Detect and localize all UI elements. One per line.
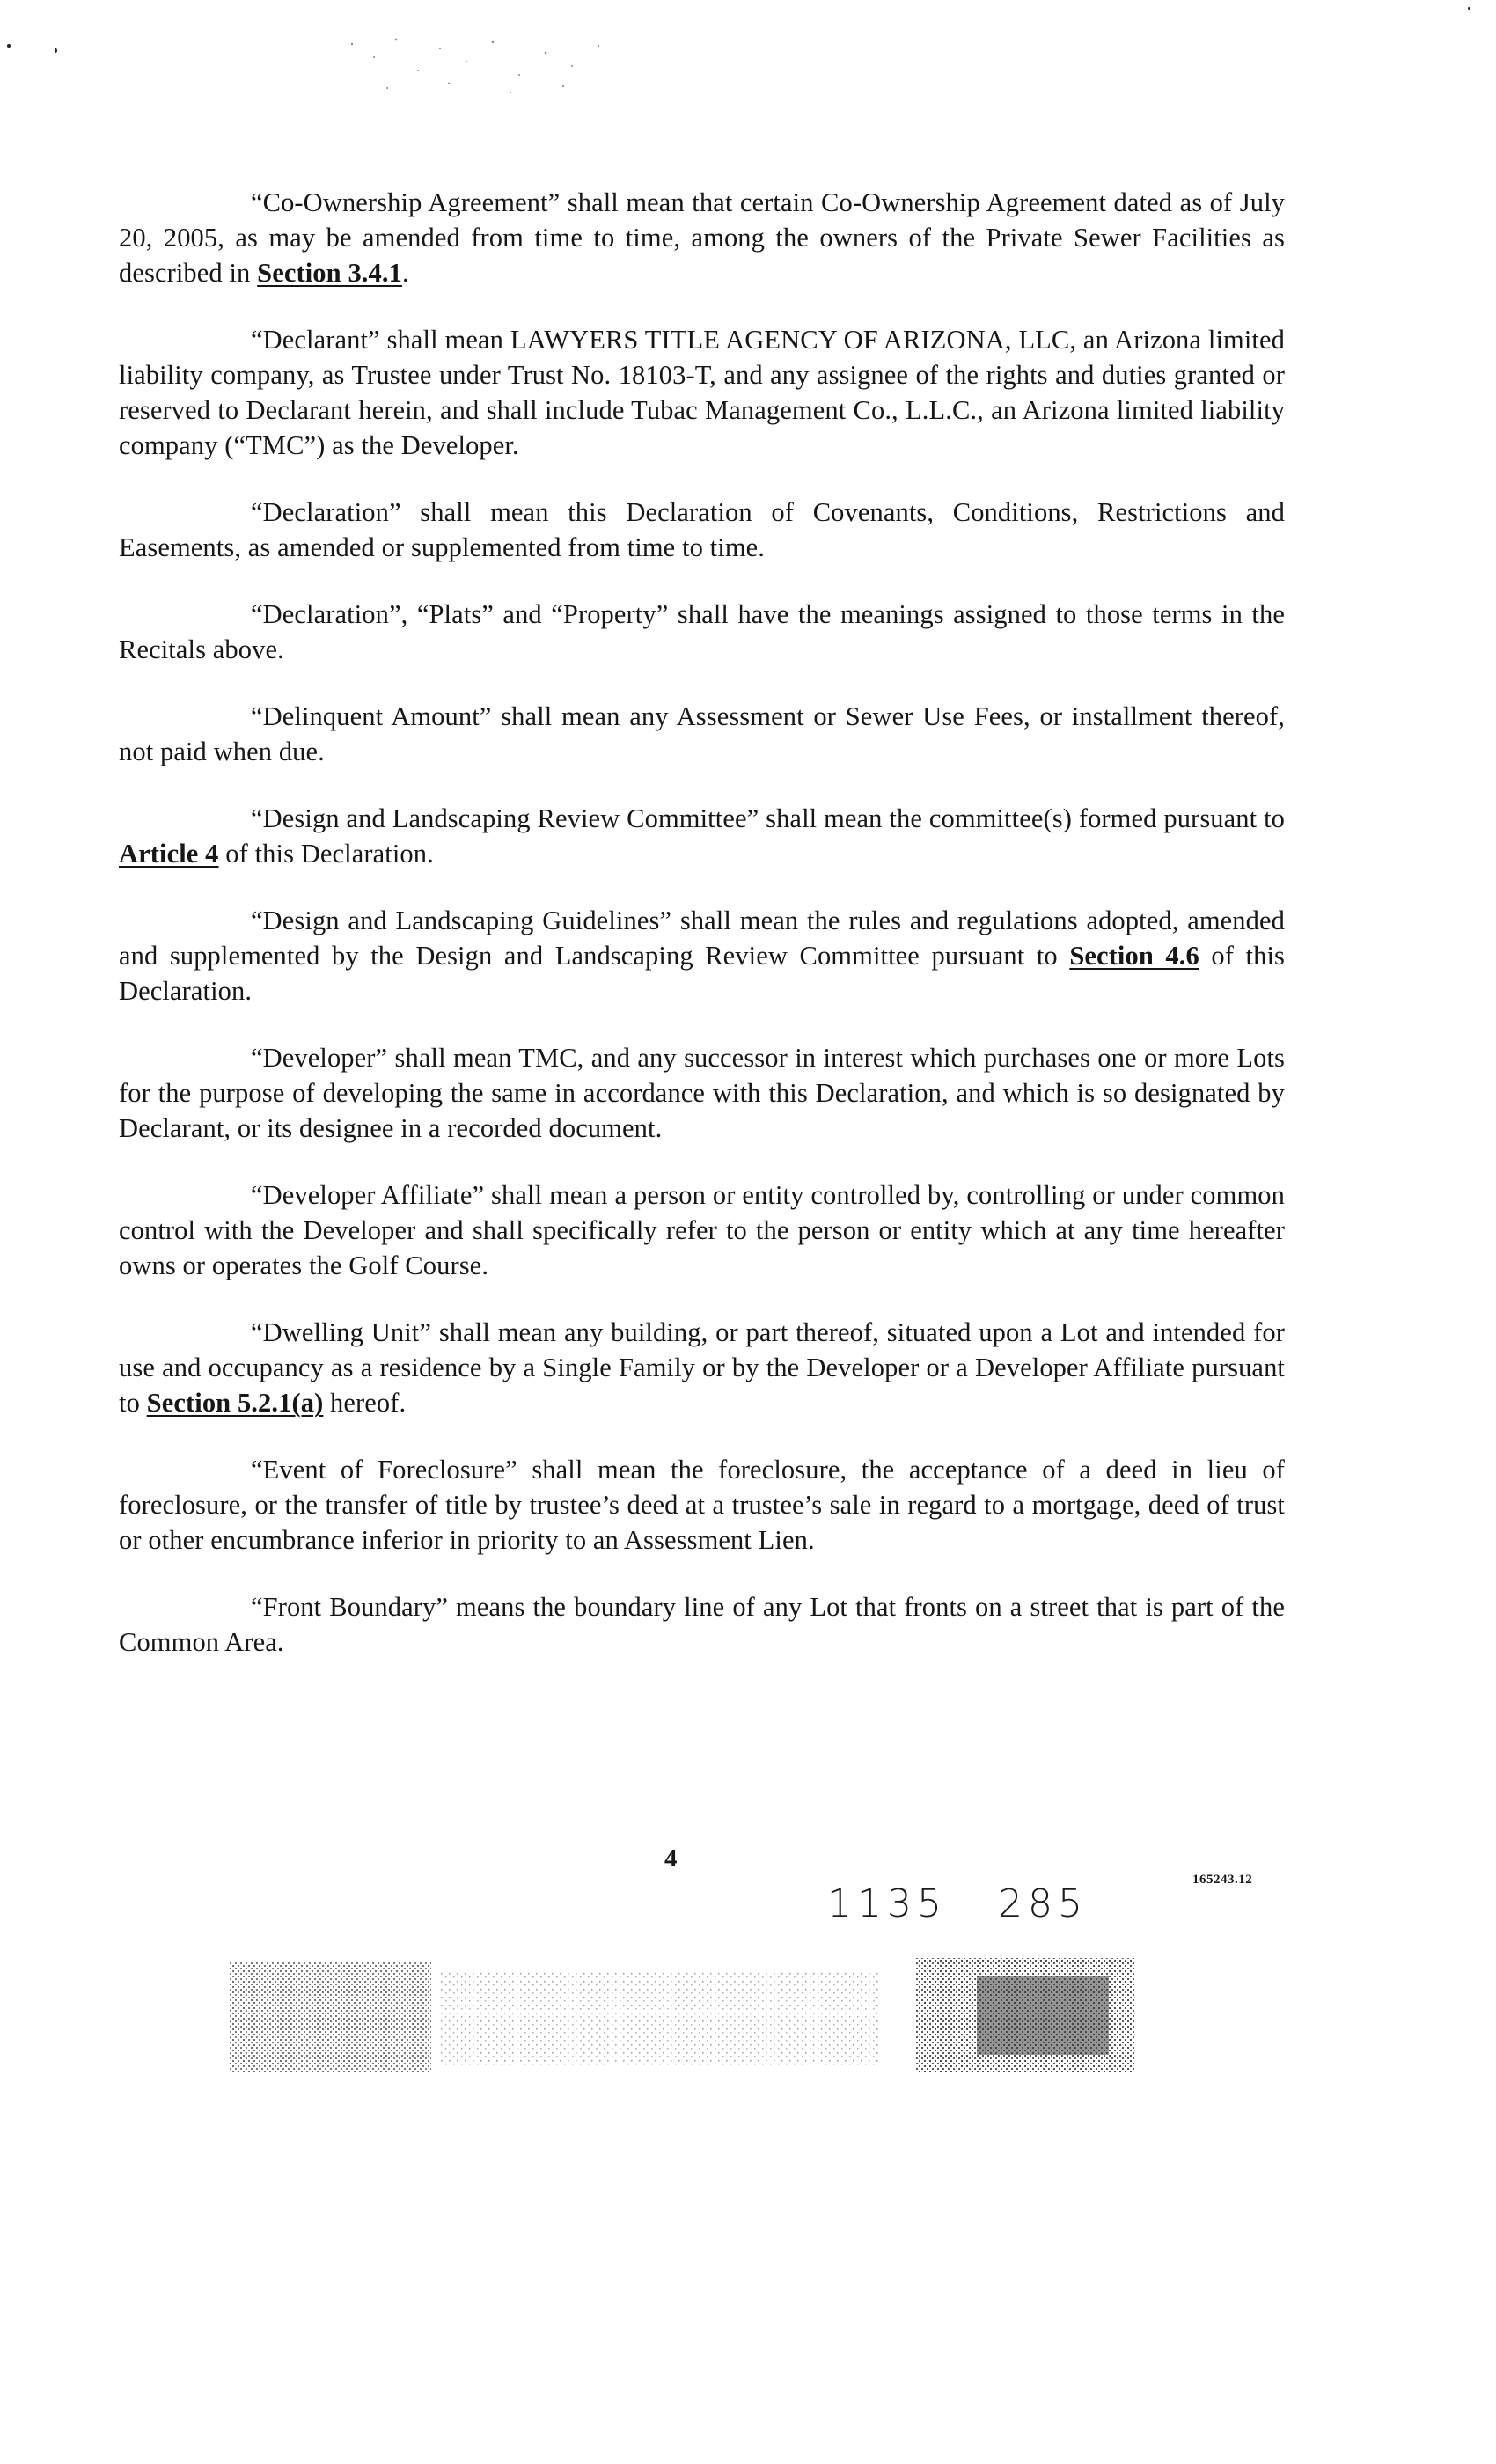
- definition-text: “Declaration” shall mean this Declaration of Covenants, Conditions, Restrictions and Easements, as amended or supplemented from time to time.: [119, 497, 1285, 562]
- definition-declaration-plats-property: [119, 597, 1285, 667]
- recording-page-number: 285: [997, 1881, 1088, 1926]
- definition-delinquent-amount: [119, 699, 1285, 769]
- definition-developer: [119, 1040, 1285, 1146]
- definition-text: “Co-Ownership Agreement” shall mean that certain Co-Ownership Agreement dated as of July 20, 2005, as may be amended from time to time, among the owners of the Private Sewer Facilities as described in: [119, 187, 1285, 288]
- definition-text: “Design and Landscaping Guidelines” shall mean the rules and regulations adopted, amended and supplemented by the Design and Landscaping Review Committee pursuant to: [119, 906, 1285, 971]
- section-reference: Section 3.4.1: [257, 258, 402, 288]
- definition-text: .: [401, 258, 409, 288]
- section-reference: Section 4.6: [1069, 941, 1199, 971]
- definition-text: hereof.: [323, 1388, 407, 1418]
- definition-text: “Developer” shall mean TMC, and any successor in interest which purchases one or more Lots for the purpose of developing the same in accordance with this Declaration, and which is so designated by Declarant, or its designee in a recorded document.: [119, 1043, 1285, 1143]
- definition-front-boundary: [119, 1589, 1285, 1660]
- definition-co-ownership: [119, 185, 1285, 290]
- definition-developer-affiliate: [119, 1177, 1285, 1283]
- scan-speck: [1468, 7, 1470, 10]
- section-reference: Section 5.2.1(a): [146, 1388, 324, 1418]
- definition-text: “Dwelling Unit” shall mean any building, or part thereof, situated upon a Lot and intended for use and occupancy as a residence by a Single Family or by the Developer or a Developer Affiliate pursuant to: [119, 1317, 1285, 1418]
- recording-book-page-stamp: [827, 1881, 1088, 1926]
- definition-declaration: [119, 495, 1285, 565]
- definition-text: “Declaration”, “Plats” and “Property” shall have the meanings assigned to those terms in the Recitals above.: [119, 599, 1285, 664]
- page-number: 4: [664, 1844, 678, 1873]
- recording-book-number: 1135: [827, 1881, 947, 1926]
- definitions-list: [119, 185, 1285, 1691]
- definition-declarant: [119, 322, 1285, 463]
- definition-design-committee: [119, 801, 1285, 871]
- definition-text: of this Declaration.: [218, 839, 434, 869]
- definition-text: “Front Boundary” means the boundary line of any Lot that fronts on a street that is part of the Common Area.: [119, 1592, 1285, 1657]
- definition-text: “Declarant” shall mean LAWYERS TITLE AGENCY OF ARIZONA, LLC, an Arizona limited liability company, as Trustee under Trust No. 18103-T, and any assignee of the rights and duties granted or reserved to Declarant herein, and shall include Tubac Management Co., L.L.C., an Arizona limited liability company (“TMC”) as the Developer.: [119, 325, 1285, 460]
- scan-speck: [7, 44, 11, 48]
- definition-event-of-foreclosure: [119, 1452, 1285, 1558]
- scan-noise-bottom: [211, 1949, 1144, 2081]
- definition-dwelling-unit: [119, 1315, 1285, 1420]
- definition-text: “Delinquent Amount” shall mean any Assessment or Sewer Use Fees, or installment thereof, not paid when due.: [119, 701, 1285, 766]
- definition-text: “Event of Foreclosure” shall mean the foreclosure, the acceptance of a deed in lieu of foreclosure, or the transfer of title by trustee’s deed at a trustee’s sale in regard to a mortgage, deed of trust or other encumbrance inferior in priority to an Assessment Lien.: [119, 1455, 1285, 1555]
- definition-design-guidelines: [119, 903, 1285, 1008]
- scan-noise-top: [334, 26, 634, 106]
- section-reference: Article 4: [119, 839, 219, 869]
- document-code: 165243.12: [1192, 1873, 1253, 1887]
- scan-speck: [55, 48, 57, 53]
- definition-text: “Developer Affiliate” shall mean a person or entity controlled by, controlling or under common control with the Developer and shall specifically refer to the person or entity which at any time hereafter owns or operates the Golf Course.: [119, 1180, 1285, 1280]
- definition-text: of this Declaration.: [119, 941, 1285, 1006]
- definition-text: “Design and Landscaping Review Committee” shall mean the committee(s) formed pursuant to: [251, 803, 1285, 833]
